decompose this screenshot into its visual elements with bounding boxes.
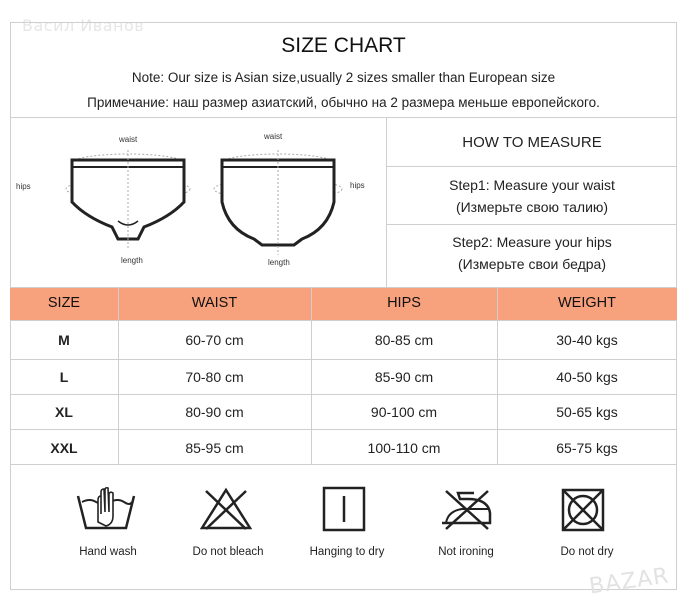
do-not-dry-label: Do not dry [560, 546, 614, 558]
underwear-diagram-illustration [10, 117, 390, 287]
divider [10, 464, 677, 465]
divider [10, 320, 677, 321]
weight-cell: 30-40 kgs [556, 332, 618, 348]
hips-cell: 80-85 cm [374, 332, 434, 348]
front-waist-label: waist [119, 135, 138, 144]
not-ironing-icon [438, 487, 494, 531]
note-english: Note: Our size is Asian size,usually 2 sizes smaller than European size [131, 70, 556, 85]
divider [386, 224, 677, 225]
do-not-bleach-label: Do not bleach [192, 546, 264, 558]
waist-cell: 80-90 cm [185, 404, 244, 420]
divider [10, 287, 677, 288]
weight-cell: 65-75 kgs [556, 440, 618, 456]
hips-cell: 85-90 cm [374, 369, 434, 385]
header-waist: WAIST [191, 295, 238, 311]
divider [386, 166, 677, 167]
front-brief-drawing [66, 150, 190, 249]
divider [10, 429, 677, 430]
note-russian: Примечание: наш размер азиатский, обычно на 2 размера меньше европейского. [87, 95, 600, 110]
size-cell: M [58, 332, 70, 348]
watermark-name: Васил Иванов [22, 16, 145, 35]
watermark-logo: BAZAR [588, 563, 672, 600]
divider [10, 394, 677, 395]
back-hips-label: hips [350, 181, 365, 190]
do-not-dry-icon [560, 487, 606, 533]
hanging-to-dry-label: Hanging to dry [309, 546, 385, 558]
size-cell: L [59, 369, 69, 385]
hanging-to-dry-icon [322, 486, 366, 532]
back-waist-label: waist [264, 132, 283, 141]
size-cell: XL [55, 404, 73, 420]
waist-cell: 85-95 cm [185, 440, 244, 456]
header-hips: HIPS [387, 295, 421, 311]
step2-text [386, 231, 678, 275]
header-size: SIZE [47, 295, 81, 311]
size-cell: XXL [50, 440, 78, 456]
weight-cell: 50-65 kgs [556, 404, 618, 420]
front-hips-label: hips [16, 182, 31, 191]
step1-line2: (Измерьте свою талию) [455, 199, 609, 215]
back-length-label: length [268, 258, 290, 267]
hips-cell: 90-100 cm [370, 404, 438, 420]
waist-cell: 60-70 cm [185, 332, 244, 348]
do-not-bleach-icon [200, 487, 252, 531]
waist-cell: 70-80 cm [185, 369, 244, 385]
how-to-measure-title: HOW TO MEASURE [462, 134, 602, 151]
weight-cell: 40-50 kgs [556, 369, 618, 385]
hips-cell: 100-110 cm [367, 440, 441, 456]
hand-wash-label: Hand wash [79, 546, 137, 558]
step1-text [386, 174, 678, 218]
front-length-label: length [121, 256, 143, 265]
step2-line2: (Измерьте свои бедра) [458, 256, 606, 272]
page-title: SIZE CHART [281, 34, 406, 57]
back-brief-drawing [214, 150, 342, 255]
divider [10, 359, 677, 360]
step1-line1: Step1: Measure your waist [449, 177, 615, 193]
not-ironing-label: Not ironing [438, 546, 494, 558]
header-weight: WEIGHT [558, 295, 616, 311]
hand-wash-icon [74, 486, 138, 532]
step2-line1: Step2: Measure your hips [452, 234, 612, 250]
